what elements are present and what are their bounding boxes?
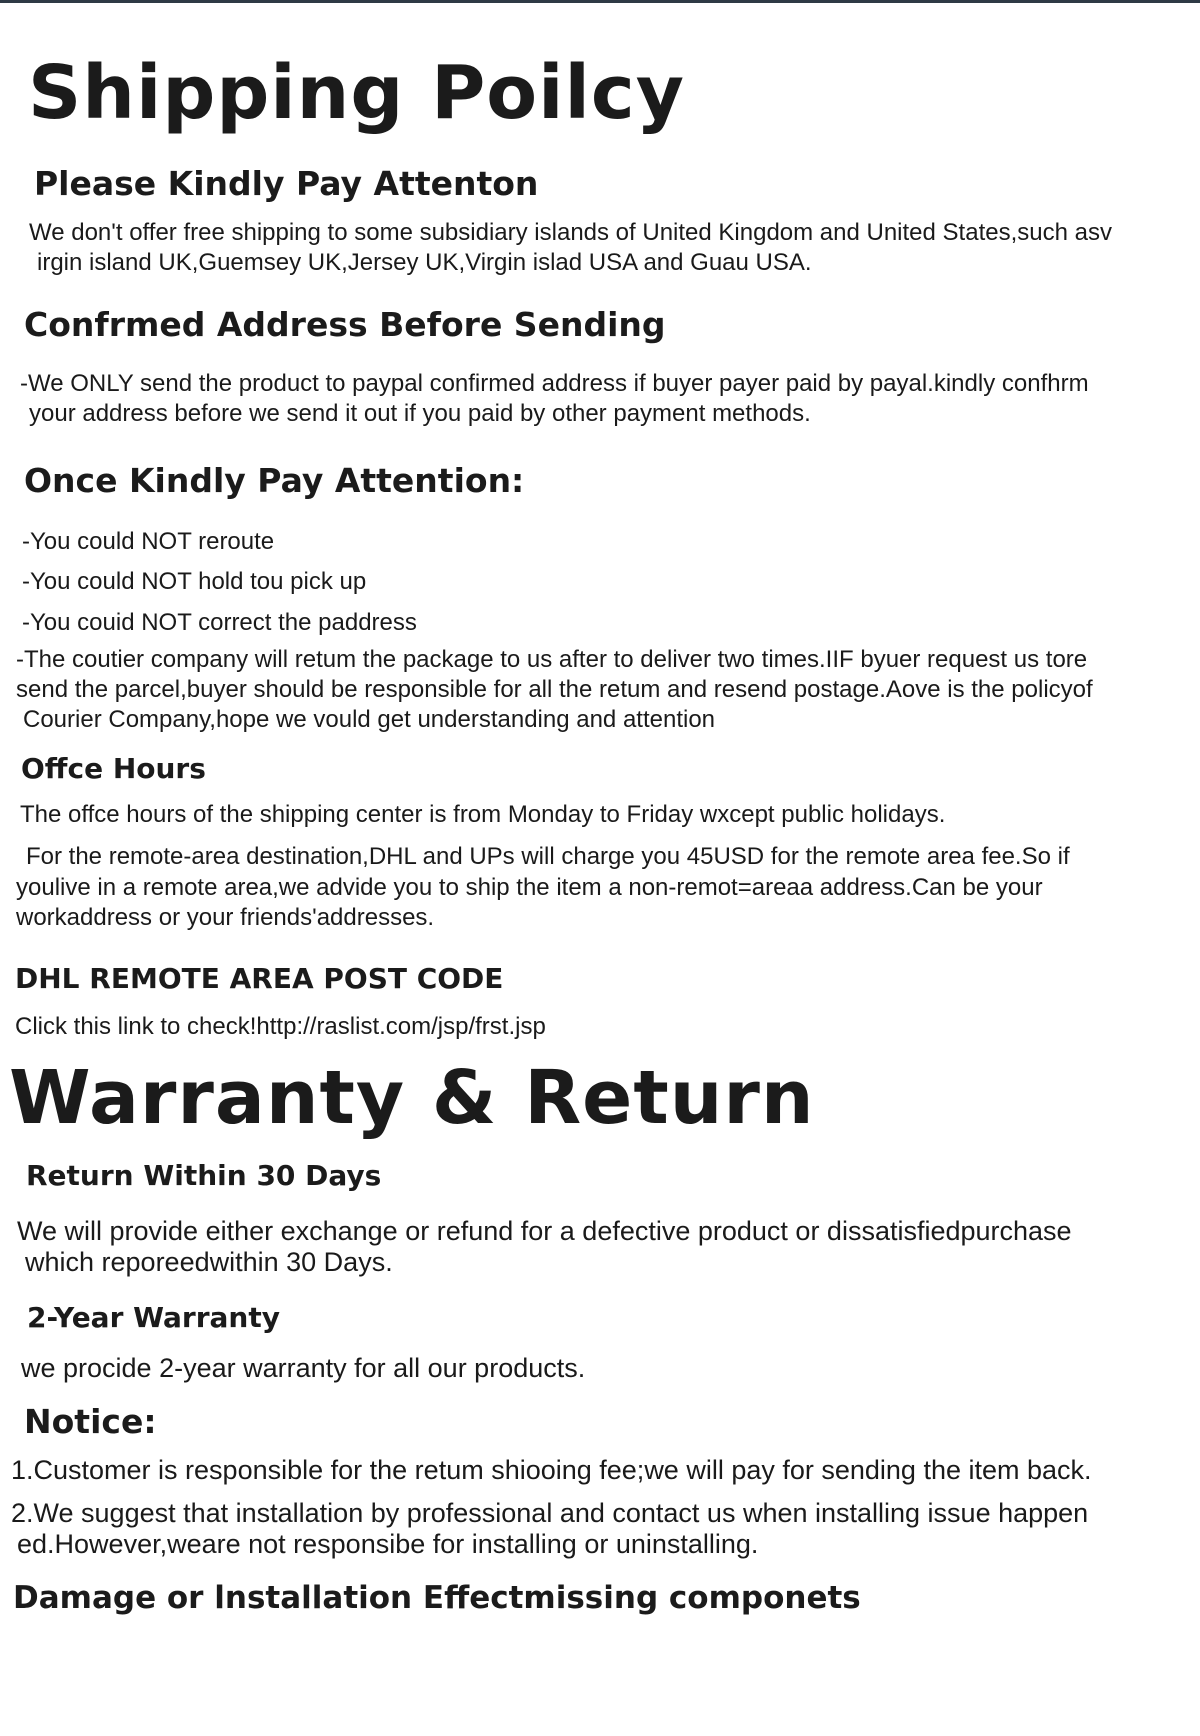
confirmed-address-line2: your address before we send it out if you paid by other payment methods. — [29, 400, 811, 427]
courier-text-line1: -The coutier company will retum the package to us after to deliver two times.IIF byuer request us tore — [16, 646, 1088, 673]
dhl-check-link[interactable]: Click this link to check!http://raslist.com/jsp/frst.jsp — [15, 1013, 546, 1040]
once-item-hold: -You could NOT hold tou pick up — [22, 568, 367, 595]
notice-heading: Notice: — [24, 1402, 157, 1441]
attention-heading: Please Kindly Pay Attenton — [34, 164, 539, 203]
once-attention-heading: Once Kindly Pay Attention: — [24, 461, 525, 500]
office-hours-heading: Offce Hours — [21, 752, 206, 785]
dhl-remote-heading: DHL REMOTE AREA POST CODE — [15, 962, 504, 995]
warranty-return-title: Warranty & Return — [9, 1055, 815, 1141]
two-year-warranty-text: we procide 2-year warranty for all our products. — [21, 1353, 586, 1383]
return-text-line2: which reporeedwithin 30 Days. — [25, 1247, 393, 1277]
confirmed-address-line1: -We ONLY send the product to paypal confirmed address if buyer payer paid by payal.kindly confhrm — [20, 370, 1089, 397]
remote-area-line1: For the remote-area destination,DHL and UPs will charge you 45USD for the remote area fee.So if — [26, 843, 1070, 870]
notice-item-2-line2: ed.However,weare not responsibe for installing or uninstalling. — [17, 1529, 759, 1559]
return-30-days-heading: Return Within 30 Days — [26, 1159, 382, 1192]
damage-installation-heading: Damage or lnstallation Effectmissing componets — [13, 1580, 861, 1616]
office-hours-text: The offce hours of the shipping center is from Monday to Friday wxcept public holidays. — [20, 801, 946, 828]
remote-area-line3: workaddress or your friends'addresses. — [16, 904, 435, 931]
once-item-reroute: -You could NOT reroute — [22, 528, 275, 555]
attention-text-line2: irgin island UK,Guemsey UK,Jersey UK,Virgin islad USA and Guau USA. — [37, 249, 812, 276]
notice-item-2-line1: 2.We suggest that installation by professional and contact us when installing issue happen — [11, 1498, 1089, 1528]
courier-text-line3: Courier Company,hope we vould get understanding and attention — [23, 706, 716, 733]
attention-text-line1: We don't offer free shipping to some subsidiary islands of United Kingdom and United States,such asv — [29, 219, 1112, 246]
once-item-address: -You couid NOT correct the paddress — [22, 609, 417, 636]
top-divider — [0, 0, 1200, 3]
return-text-line1: We will provide either exchange or refund for a defective product or dissatisfiedpurchase — [17, 1216, 1072, 1246]
two-year-warranty-heading: 2-Year Warranty — [27, 1301, 280, 1334]
courier-text-line2: send the parcel,buyer should be responsible for all the retum and resend postage.Aove is the policyof — [16, 676, 1093, 703]
remote-area-line2: youlive in a remote area,we advide you to ship the item a non-remot=areaa address.Can be your — [16, 874, 1043, 901]
shipping-policy-title: Shipping Poilcy — [28, 50, 685, 136]
notice-item-1: 1.Customer is responsible for the retum shiooing fee;we will pay for sending the item back. — [11, 1455, 1092, 1485]
confirmed-address-heading: Confrmed Address Before Sending — [24, 305, 666, 344]
